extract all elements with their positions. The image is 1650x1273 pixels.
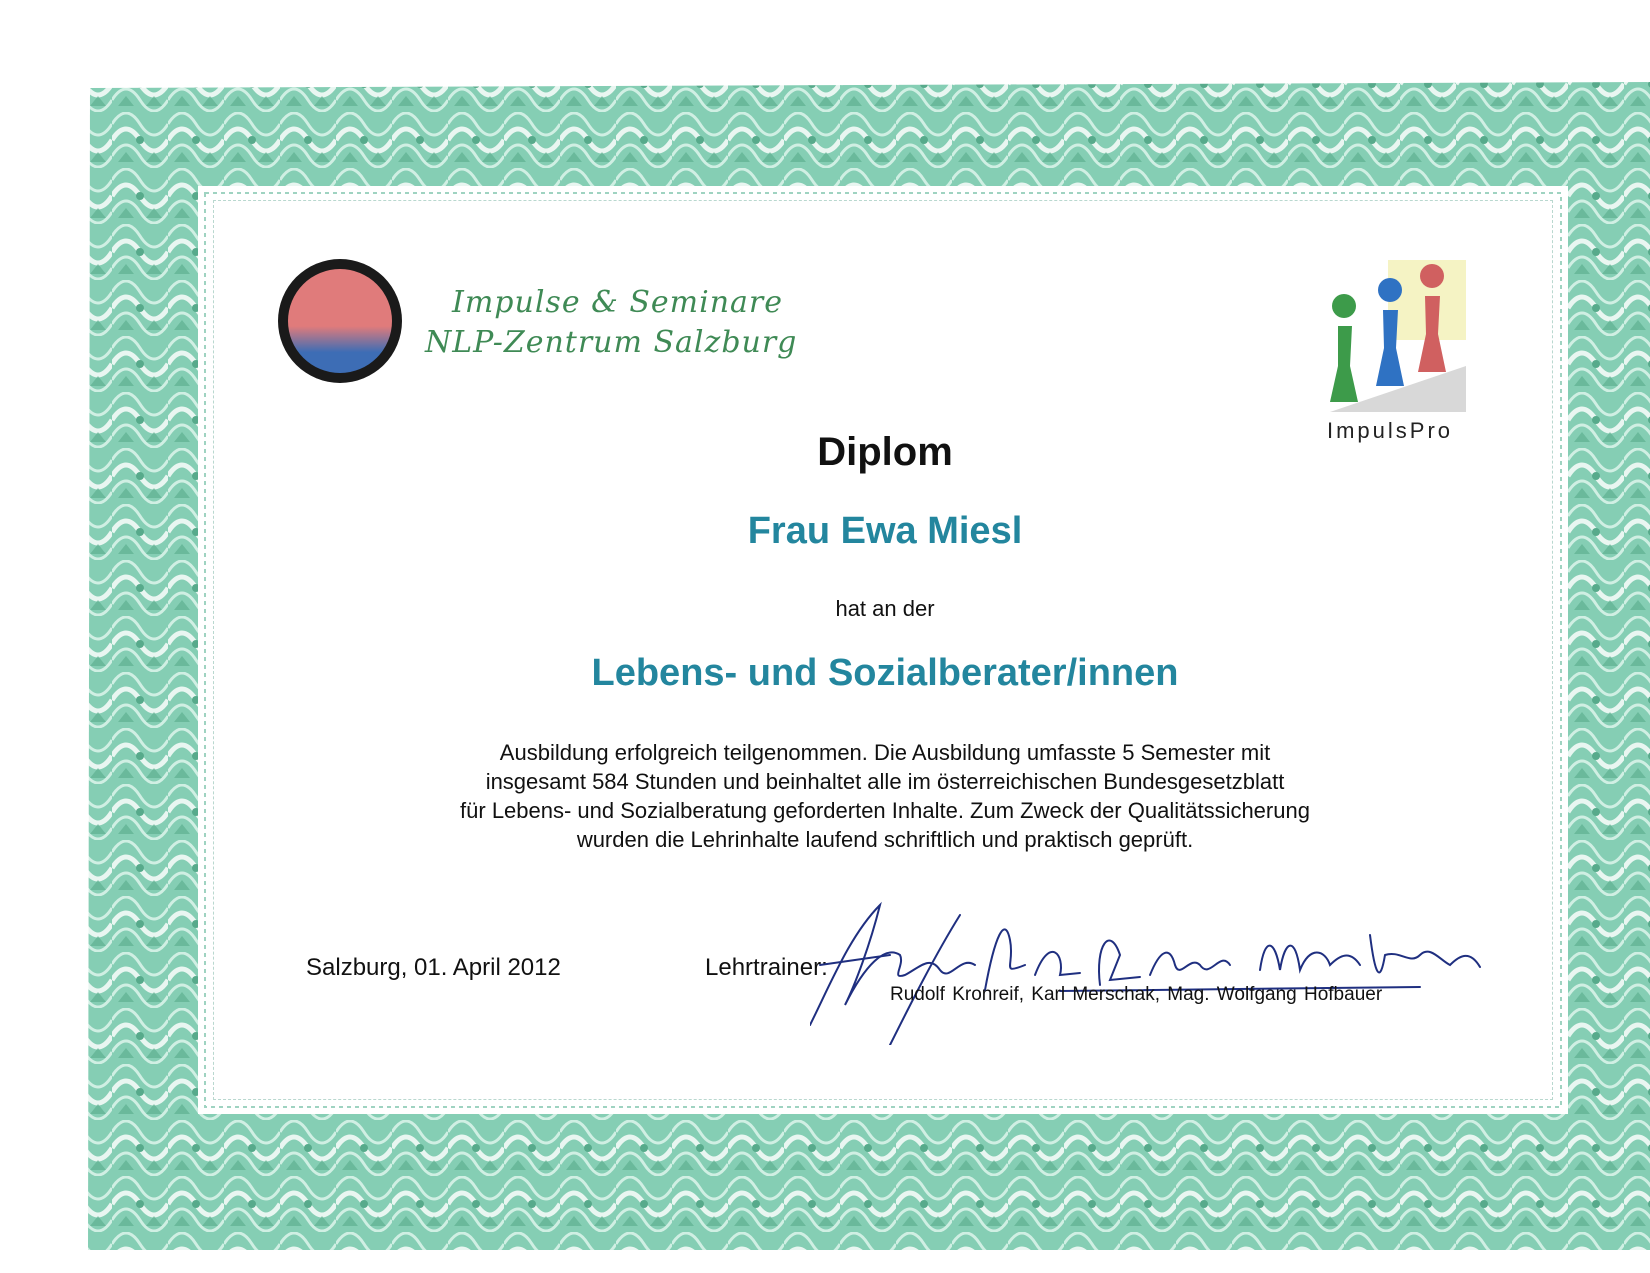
body-line: insgesamt 584 Stunden und beinhaltet alle im österreichischen Bundesgesetzblatt bbox=[485, 769, 1285, 794]
certificate-title: Diplom bbox=[817, 430, 953, 474]
handwritten-signatures-icon bbox=[810, 895, 1570, 1045]
body-line: wurden die Lehrinhalte laufend schriftlich und praktisch geprüft. bbox=[576, 827, 1194, 852]
trainer-label: Lehrtrainer: bbox=[705, 954, 828, 981]
recipient-name: Frau Ewa Miesl bbox=[747, 510, 1023, 552]
place-date: Salzburg, 01. April 2012 bbox=[306, 954, 561, 981]
org-name-line2: NLP-Zentrum Salzburg bbox=[425, 325, 798, 360]
trainer-names: Rudolf Kronreif, Karl Merschak, Mag. Wolfgang Hofbauer bbox=[890, 984, 1383, 1005]
body-line: Ausbildung erfolgreich teilgenommen. Die Ausbildung umfasste 5 Semester mit bbox=[499, 740, 1271, 765]
body-text bbox=[300, 738, 1470, 854]
body-line: für Lebens- und Sozialberatung geforderten Inhalte. Zum Zweck der Qualitätssicherung bbox=[460, 798, 1310, 823]
impulspro-logo-icon bbox=[1310, 256, 1470, 416]
course-name: Lebens- und Sozialberater/innen bbox=[591, 652, 1179, 694]
nlp-seal-icon bbox=[275, 256, 405, 386]
org-name-line1: Impulse & Seminare bbox=[452, 285, 783, 320]
intro-text: hat an der bbox=[835, 596, 935, 621]
brand-name: ImpulsPro bbox=[1326, 418, 1454, 443]
